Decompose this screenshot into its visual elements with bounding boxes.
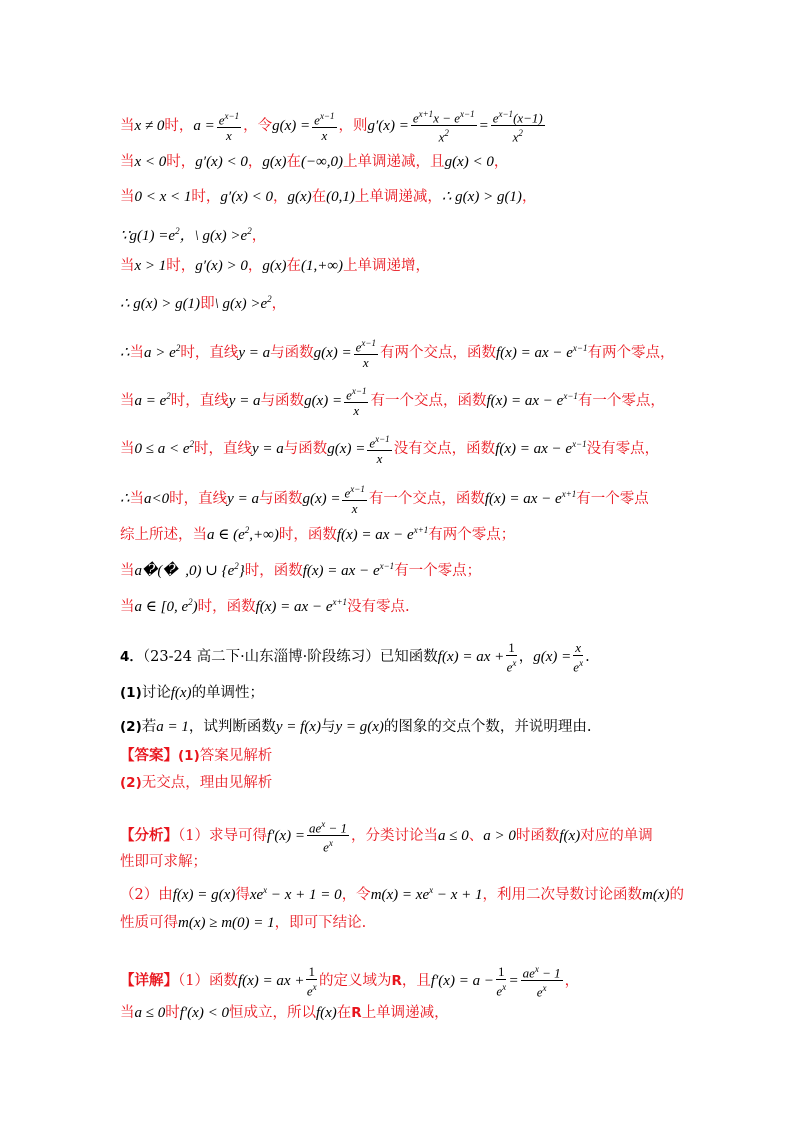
question-4-part-2: (2)若a = 1，试判断函数y = f(x)与y = g(x)的图象的交点个数，并说明理由. bbox=[120, 719, 592, 735]
question-4-part-1: (1)讨论f(x)的单调性； bbox=[120, 685, 265, 701]
analysis-line-3: （2）由f(x) = g(x)得$xe^x - x + 1 = 0$，令$m(x) = xe^x - x + 1$，利用二次导数讨论函数m(x)的 bbox=[120, 885, 684, 903]
line-12: 当a�(� ,0) ∪ $\{e^2\}$时，函数f(x) = ax − $e^{x-1}$有一个零点； bbox=[120, 561, 482, 579]
answer-part-2: (2)无交点，理由见解析 bbox=[120, 775, 273, 791]
analysis-line-4: 性质可得m(x) ≥ m(0) = 1，即可下结论. bbox=[120, 915, 367, 931]
detail-line-1: 【详解】（1）函数f(x) = ax + $\frac{1}{e^x}$ 的定义域为R，且f′(x) = a − $\frac{1}{e^x}$ = $ae^x - 1$ $e^x$ ， bbox=[120, 963, 580, 1000]
line-1: 当x ≠ 0时，a = $\frac{e^{x-1}}{x}$ ，令g(x) = $\frac{e^{x-1}}{x}$ ，则g′(x) = $\frac{e^{x+1}x - e^{x-1}}{x^2}$ = $\frac{e^{x-1}(x-1)}{x^2}$ bbox=[120, 109, 543, 145]
analysis-line-2: 性即可求解； bbox=[120, 854, 207, 870]
line-10: ∴当a<0时，直线y = a与函数g(x) = $\frac{e^{x-1}}{x}$ 有一个交点，函数f(x) = ax − $e^{x+1}$有一个零点 bbox=[120, 484, 649, 517]
detail-line-2: 当a ≤ 0时f′(x) < 0恒成立，所以f(x)在R上单调递减， bbox=[120, 1005, 449, 1021]
line-9: 当$0 \le a < e^2$时，直线y = a与函数g(x) = $\frac{e^{x-1}}{x}$ 没有交点，函数f(x) = ax − $e^{x-1}$没有零点， bbox=[120, 434, 660, 467]
line-11: 综上所述，当a ∈ $(e^2,+\infty)$时，函数f(x) = ax − $e^{x+1}$有两个零点； bbox=[120, 525, 516, 543]
answer-label: 【答案】(1)答案见解析 bbox=[120, 747, 273, 764]
line-13: 当a ∈ [0, $e^2$)时，函数f(x) = ax − $e^{x+1}$没有零点. bbox=[120, 597, 410, 615]
line-2: 当x < 0时，g′(x) < 0，g(x)在(−∞,0)上单调递减，且g(x) < 0， bbox=[120, 154, 509, 170]
line-3: 当0 < x < 1时，g′(x) < 0，g(x)在(0,1)上单调递减，∴ g(x) > g(1)， bbox=[120, 189, 537, 205]
line-6: ∴ g(x) > g(1)即\ $g(x) >e^2$， bbox=[120, 294, 287, 312]
line-4: ∵g(1) $=e^2$，\ $g(x) >e^2$， bbox=[120, 226, 267, 244]
line-7: ∴当$a > e^2$时，直线y = a与函数g(x) = $\frac{e^{x-1}}{x}$ 有两个交点，函数f(x) = ax − $e^{x-1}$有两个零点， bbox=[120, 338, 675, 371]
line-8: 当$a = e^2$时，直线y = a与函数g(x) = $\frac{e^{x-1}}{x}$ 有一个交点，函数f(x) = ax − $e^{x-1}$有一个零点， bbox=[120, 386, 665, 419]
question-4-stem: 4．（23-24 高二下·山东淄博·阶段练习）已知函数f(x) = ax + $\frac{1}{e^x}$ ，g(x) = $\frac{x}{e^x}$ . bbox=[120, 640, 590, 675]
analysis-line-1: 【分析】（1）求导可得f′(x) = $ae^x - 1$ $e^x$ ，分类讨论当a ≤ 0、a > 0时函数f(x)对应的单调 bbox=[120, 819, 653, 855]
line-5: 当x > 1时，g′(x) > 0，g(x)在(1,+∞)上单调递增， bbox=[120, 258, 431, 274]
